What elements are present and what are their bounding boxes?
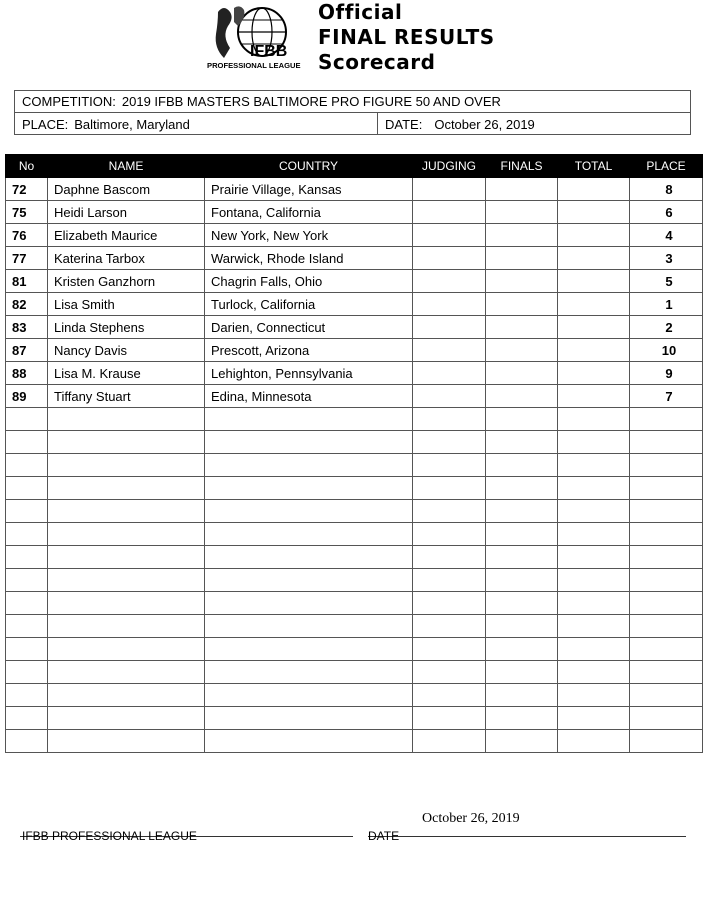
- cell-judging: [413, 201, 486, 224]
- cell-place: [630, 730, 703, 753]
- cell-total: [558, 339, 630, 362]
- cell-total: [558, 638, 630, 661]
- results-table: [5, 154, 703, 753]
- cell-place: 4: [630, 224, 703, 247]
- cell-place: [630, 431, 703, 454]
- cell-no: 76: [6, 224, 48, 247]
- cell-country: [205, 615, 413, 638]
- date-signature-line: [368, 818, 686, 837]
- cell-finals: [486, 477, 558, 500]
- cell-country: [205, 431, 413, 454]
- cell-name: [48, 615, 205, 638]
- cell-place: [630, 408, 703, 431]
- table-row: [6, 178, 703, 201]
- cell-name: Kristen Ganzhorn: [48, 270, 205, 293]
- table-row: [6, 362, 703, 385]
- cell-name: Lisa M. Krause: [48, 362, 205, 385]
- table-row: [6, 523, 703, 546]
- cell-place: [630, 661, 703, 684]
- cell-finals: [486, 592, 558, 615]
- cell-no: 89: [6, 385, 48, 408]
- cell-country: Lehighton, Pennsylvania: [205, 362, 413, 385]
- cell-no: [6, 500, 48, 523]
- cell-place: [630, 592, 703, 615]
- cell-judging: [413, 270, 486, 293]
- cell-country: Fontana, California: [205, 201, 413, 224]
- header-total: TOTAL: [558, 155, 630, 178]
- cell-name: [48, 477, 205, 500]
- cell-judging: [413, 224, 486, 247]
- cell-no: 83: [6, 316, 48, 339]
- cell-country: [205, 707, 413, 730]
- table-row: [6, 385, 703, 408]
- cell-place: 1: [630, 293, 703, 316]
- cell-total: [558, 178, 630, 201]
- cell-country: [205, 408, 413, 431]
- cell-finals: [486, 546, 558, 569]
- cell-judging: [413, 316, 486, 339]
- cell-no: [6, 408, 48, 431]
- footer-date-value: October 26, 2019: [422, 811, 520, 826]
- cell-finals: [486, 270, 558, 293]
- cell-total: [558, 684, 630, 707]
- cell-country: [205, 546, 413, 569]
- cell-judging: [413, 730, 486, 753]
- cell-judging: [413, 178, 486, 201]
- cell-judging: [413, 684, 486, 707]
- cell-finals: [486, 661, 558, 684]
- cell-name: Linda Stephens: [48, 316, 205, 339]
- cell-judging: [413, 385, 486, 408]
- cell-place: 10: [630, 339, 703, 362]
- cell-judging: [413, 431, 486, 454]
- header-finals: FINALS: [486, 155, 558, 178]
- cell-total: [558, 224, 630, 247]
- cell-place: [630, 707, 703, 730]
- cell-total: [558, 707, 630, 730]
- cell-name: Nancy Davis: [48, 339, 205, 362]
- cell-finals: [486, 730, 558, 753]
- cell-total: [558, 362, 630, 385]
- cell-total: [558, 385, 630, 408]
- cell-name: Heidi Larson: [48, 201, 205, 224]
- cell-judging: [413, 500, 486, 523]
- competition-info-box: [14, 90, 691, 135]
- cell-total: [558, 293, 630, 316]
- competition-value: 2019 IFBB MASTERS BALTIMORE PRO FIGURE 50 AND OVER: [121, 94, 501, 109]
- cell-no: 82: [6, 293, 48, 316]
- cell-no: 72: [6, 178, 48, 201]
- cell-place: [630, 523, 703, 546]
- cell-no: [6, 684, 48, 707]
- cell-no: 77: [6, 247, 48, 270]
- table-row: [6, 546, 703, 569]
- cell-judging: [413, 638, 486, 661]
- cell-country: Edina, Minnesota: [205, 385, 413, 408]
- cell-finals: [486, 362, 558, 385]
- table-row: [6, 684, 703, 707]
- cell-finals: [486, 201, 558, 224]
- cell-total: [558, 500, 630, 523]
- table-row: [6, 500, 703, 523]
- cell-place: [630, 615, 703, 638]
- header-no: No: [6, 155, 48, 178]
- cell-no: 75: [6, 201, 48, 224]
- table-row: [6, 730, 703, 753]
- cell-total: [558, 592, 630, 615]
- cell-country: Chagrin Falls, Ohio: [205, 270, 413, 293]
- cell-name: Katerina Tarbox: [48, 247, 205, 270]
- cell-name: Daphne Bascom: [48, 178, 205, 201]
- cell-finals: [486, 385, 558, 408]
- table-row: [6, 477, 703, 500]
- cell-name: [48, 730, 205, 753]
- cell-total: [558, 546, 630, 569]
- cell-finals: [486, 454, 558, 477]
- table-header-row: [6, 155, 703, 178]
- cell-country: [205, 569, 413, 592]
- cell-no: [6, 638, 48, 661]
- cell-finals: [486, 293, 558, 316]
- cell-finals: [486, 684, 558, 707]
- cell-judging: [413, 707, 486, 730]
- cell-finals: [486, 339, 558, 362]
- cell-total: [558, 316, 630, 339]
- cell-total: [558, 477, 630, 500]
- cell-judging: [413, 546, 486, 569]
- cell-finals: [486, 224, 558, 247]
- cell-name: [48, 707, 205, 730]
- cell-place: 3: [630, 247, 703, 270]
- cell-total: [558, 661, 630, 684]
- cell-country: Prairie Village, Kansas: [205, 178, 413, 201]
- cell-no: 87: [6, 339, 48, 362]
- cell-place: 7: [630, 385, 703, 408]
- table-row: [6, 431, 703, 454]
- place-date-row: [15, 113, 690, 135]
- footer-date-label: DATE: [368, 829, 400, 843]
- table-row: [6, 569, 703, 592]
- cell-name: [48, 546, 205, 569]
- cell-total: [558, 523, 630, 546]
- place-value: Baltimore, Maryland: [74, 116, 190, 132]
- cell-total: [558, 454, 630, 477]
- cell-name: [48, 431, 205, 454]
- table-row: [6, 661, 703, 684]
- cell-judging: [413, 247, 486, 270]
- cell-no: [6, 477, 48, 500]
- cell-country: [205, 592, 413, 615]
- cell-name: [48, 569, 205, 592]
- cell-finals: [486, 500, 558, 523]
- title-line-scorecard: Scorecard: [318, 50, 436, 74]
- cell-judging: [413, 477, 486, 500]
- cell-judging: [413, 523, 486, 546]
- cell-place: [630, 638, 703, 661]
- title-line-official: Official: [318, 0, 403, 24]
- cell-finals: [486, 431, 558, 454]
- cell-country: Darien, Connecticut: [205, 316, 413, 339]
- cell-name: [48, 661, 205, 684]
- table-row: [6, 707, 703, 730]
- cell-judging: [413, 293, 486, 316]
- results-body: [6, 178, 703, 753]
- cell-no: 81: [6, 270, 48, 293]
- cell-no: [6, 523, 48, 546]
- cell-total: [558, 615, 630, 638]
- cell-finals: [486, 707, 558, 730]
- logo-subtext: PROFESSIONAL LEAGUE: [207, 61, 301, 70]
- cell-finals: [486, 408, 558, 431]
- header-name: NAME: [48, 155, 205, 178]
- cell-judging: [413, 454, 486, 477]
- date-value: October 26, 2019: [434, 116, 535, 132]
- cell-name: [48, 638, 205, 661]
- table-row: [6, 408, 703, 431]
- cell-country: Warwick, Rhode Island: [205, 247, 413, 270]
- cell-total: [558, 569, 630, 592]
- date-label: DATE:: [385, 116, 423, 132]
- cell-place: 8: [630, 178, 703, 201]
- cell-place: [630, 454, 703, 477]
- cell-country: Prescott, Arizona: [205, 339, 413, 362]
- table-row: [6, 270, 703, 293]
- table-row: [6, 316, 703, 339]
- title-line-final-results: FINAL RESULTS: [318, 25, 495, 49]
- cell-country: [205, 684, 413, 707]
- cell-name: Elizabeth Maurice: [48, 224, 205, 247]
- place-label: PLACE:: [22, 116, 69, 132]
- cell-finals: [486, 615, 558, 638]
- cell-finals: [486, 178, 558, 201]
- cell-no: [6, 615, 48, 638]
- cell-place: 2: [630, 316, 703, 339]
- cell-name: [48, 408, 205, 431]
- table-row: [6, 247, 703, 270]
- table-row: [6, 638, 703, 661]
- cell-place: [630, 684, 703, 707]
- table-row: [6, 454, 703, 477]
- table-row: [6, 224, 703, 247]
- cell-no: [6, 546, 48, 569]
- cell-country: [205, 477, 413, 500]
- cell-finals: [486, 247, 558, 270]
- cell-name: Tiffany Stuart: [48, 385, 205, 408]
- cell-finals: [486, 523, 558, 546]
- scorecard-title: [318, 0, 495, 75]
- header-country: COUNTRY: [205, 155, 413, 178]
- cell-no: 88: [6, 362, 48, 385]
- table-row: [6, 592, 703, 615]
- cell-judging: [413, 362, 486, 385]
- cell-total: [558, 270, 630, 293]
- cell-name: [48, 500, 205, 523]
- cell-no: [6, 661, 48, 684]
- table-row: [6, 293, 703, 316]
- competition-row: [15, 91, 690, 113]
- cell-no: [6, 730, 48, 753]
- table-row: [6, 615, 703, 638]
- ifbb-logo: [204, 2, 316, 72]
- competition-label: COMPETITION:: [22, 94, 116, 109]
- cell-no: [6, 431, 48, 454]
- cell-country: [205, 730, 413, 753]
- cell-finals: [486, 316, 558, 339]
- cell-total: [558, 431, 630, 454]
- header-place: PLACE: [630, 155, 703, 178]
- cell-place: [630, 569, 703, 592]
- cell-judging: [413, 408, 486, 431]
- cell-name: [48, 684, 205, 707]
- cell-finals: [486, 569, 558, 592]
- cell-judging: [413, 615, 486, 638]
- cell-name: [48, 454, 205, 477]
- scorecard-header: [0, 0, 723, 80]
- cell-total: [558, 247, 630, 270]
- cell-country: Turlock, California: [205, 293, 413, 316]
- cell-name: [48, 592, 205, 615]
- cell-country: [205, 500, 413, 523]
- cell-no: [6, 707, 48, 730]
- cell-place: [630, 546, 703, 569]
- cell-place: [630, 477, 703, 500]
- cell-judging: [413, 592, 486, 615]
- cell-finals: [486, 638, 558, 661]
- cell-no: [6, 454, 48, 477]
- cell-name: [48, 523, 205, 546]
- cell-place: 5: [630, 270, 703, 293]
- cell-judging: [413, 661, 486, 684]
- table-row: [6, 201, 703, 224]
- cell-no: [6, 592, 48, 615]
- cell-place: 9: [630, 362, 703, 385]
- table-row: [6, 339, 703, 362]
- cell-total: [558, 201, 630, 224]
- cell-total: [558, 730, 630, 753]
- cell-country: [205, 523, 413, 546]
- cell-name: Lisa Smith: [48, 293, 205, 316]
- cell-place: [630, 500, 703, 523]
- cell-judging: [413, 569, 486, 592]
- league-label: IFBB PROFESSIONAL LEAGUE: [22, 829, 197, 843]
- cell-place: 6: [630, 201, 703, 224]
- header-judging: JUDGING: [413, 155, 486, 178]
- cell-total: [558, 408, 630, 431]
- cell-no: [6, 569, 48, 592]
- cell-judging: [413, 339, 486, 362]
- cell-country: [205, 638, 413, 661]
- cell-country: [205, 661, 413, 684]
- cell-country: New York, New York: [205, 224, 413, 247]
- logo-text: IFBB: [250, 43, 288, 60]
- cell-country: [205, 454, 413, 477]
